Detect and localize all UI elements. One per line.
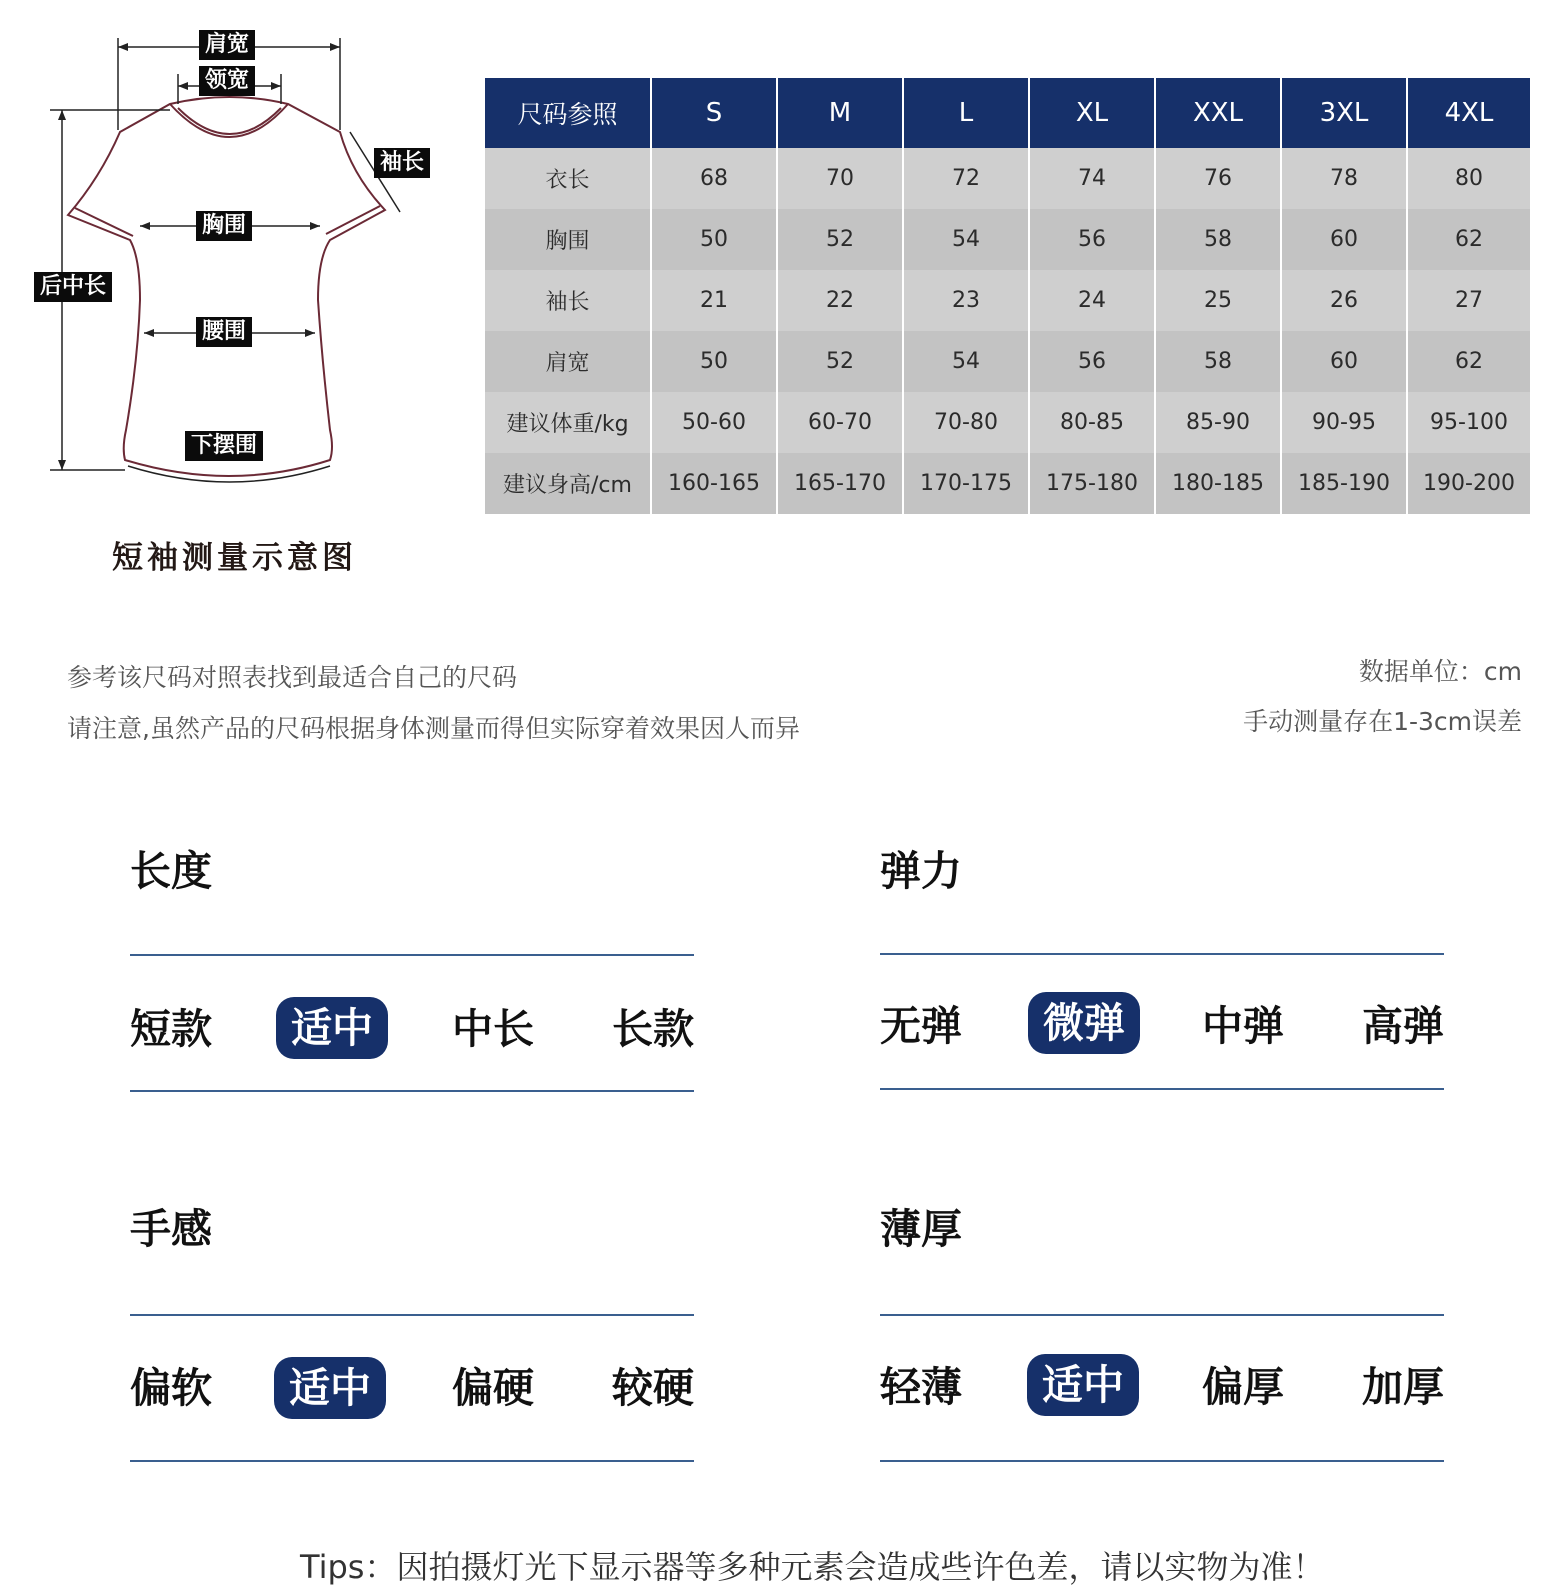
feel-option-firm: 偏硬 bbox=[452, 1364, 534, 1412]
hem-label: 下摆围 bbox=[185, 431, 263, 461]
table-row bbox=[484, 453, 1531, 514]
group-divider-bottom bbox=[880, 1088, 1444, 1090]
table-cell: 52 bbox=[777, 331, 903, 392]
group-divider-top bbox=[130, 1314, 694, 1316]
chest-label: 胸围 bbox=[196, 211, 252, 241]
group-title: 手感 bbox=[130, 1205, 212, 1253]
header-cell-xl: XL bbox=[1029, 78, 1155, 148]
thickness-option-extra-thick: 加厚 bbox=[1362, 1363, 1444, 1411]
table-cell: 26 bbox=[1281, 270, 1407, 331]
table-cell: 54 bbox=[903, 331, 1029, 392]
table-cell: 74 bbox=[1029, 148, 1155, 209]
table-row bbox=[484, 270, 1531, 331]
sleeve-length-label: 袖长 bbox=[374, 148, 430, 178]
note-disclaimer: 请注意,虽然产品的尺码根据身体测量而得但实际穿着效果因人而异 bbox=[67, 714, 800, 743]
group-divider-bottom bbox=[880, 1460, 1444, 1462]
table-cell: 62 bbox=[1407, 331, 1531, 392]
table-cell: 85-90 bbox=[1155, 392, 1281, 453]
table-cell: 72 bbox=[903, 148, 1029, 209]
table-cell: 22 bbox=[777, 270, 903, 331]
length-group bbox=[130, 838, 696, 1098]
table-cell: 76 bbox=[1155, 148, 1281, 209]
table-cell: 27 bbox=[1407, 270, 1531, 331]
thickness-option-thick: 偏厚 bbox=[1202, 1363, 1284, 1411]
tips-text: Tips：因拍摄灯光下显示器等多种元素会造成些许色差，请以实物为准！ bbox=[300, 1548, 1325, 1586]
table-row bbox=[484, 331, 1531, 392]
group-divider-top bbox=[130, 954, 694, 956]
group-divider-top bbox=[880, 1314, 1444, 1316]
header-cell-4xl: 4XL bbox=[1407, 78, 1531, 148]
note-reference: 参考该尺码对照表找到最适合自己的尺码 bbox=[67, 663, 518, 692]
elasticity-group bbox=[880, 838, 1446, 1098]
back-length-label: 后中长 bbox=[34, 272, 112, 302]
header-cell-reference: 尺码参照 bbox=[484, 78, 651, 148]
table-cell: 50 bbox=[651, 209, 777, 270]
table-cell: 180-185 bbox=[1155, 453, 1281, 514]
table-cell: 80-85 bbox=[1029, 392, 1155, 453]
elasticity-option-high: 高弹 bbox=[1362, 1002, 1444, 1050]
elasticity-option-slight: 微弹 bbox=[1028, 992, 1140, 1054]
note-error: 手动测量存在1-3cm误差 bbox=[1243, 707, 1522, 736]
group-divider-bottom bbox=[130, 1460, 694, 1462]
group-title: 长度 bbox=[130, 847, 212, 895]
thickness-option-thin: 轻薄 bbox=[880, 1363, 962, 1411]
table-cell: 68 bbox=[651, 148, 777, 209]
table-cell: 160-165 bbox=[651, 453, 777, 514]
table-cell: 190-200 bbox=[1407, 453, 1531, 514]
table-cell: 165-170 bbox=[777, 453, 903, 514]
group-title: 弹力 bbox=[880, 847, 962, 895]
length-option-medium: 适中 bbox=[276, 997, 388, 1059]
table-cell: 62 bbox=[1407, 209, 1531, 270]
table-cell: 70 bbox=[777, 148, 903, 209]
table-cell: 21 bbox=[651, 270, 777, 331]
thickness-group bbox=[880, 1196, 1446, 1466]
feel-option-soft: 偏软 bbox=[130, 1364, 212, 1412]
table-cell: 56 bbox=[1029, 331, 1155, 392]
size-chart-table bbox=[483, 78, 1532, 514]
table-cell: 50-60 bbox=[651, 392, 777, 453]
group-divider-bottom bbox=[130, 1090, 694, 1092]
table-cell: 80 bbox=[1407, 148, 1531, 209]
group-divider-top bbox=[880, 953, 1444, 955]
table-cell: 90-95 bbox=[1281, 392, 1407, 453]
table-cell: 52 bbox=[777, 209, 903, 270]
row-label: 衣长 bbox=[484, 148, 651, 209]
group-title: 薄厚 bbox=[880, 1205, 962, 1253]
row-label: 建议体重/kg bbox=[484, 392, 651, 453]
table-cell: 23 bbox=[903, 270, 1029, 331]
table-cell: 54 bbox=[903, 209, 1029, 270]
elasticity-option-medium: 中弹 bbox=[1202, 1002, 1284, 1050]
table-cell: 60-70 bbox=[777, 392, 903, 453]
table-cell: 60 bbox=[1281, 331, 1407, 392]
row-label: 胸围 bbox=[484, 209, 651, 270]
neck-width-label: 领宽 bbox=[199, 66, 255, 96]
header-cell-3xl: 3XL bbox=[1281, 78, 1407, 148]
waist-label: 腰围 bbox=[196, 317, 252, 347]
header-cell-l: L bbox=[903, 78, 1029, 148]
elasticity-option-none: 无弹 bbox=[880, 1002, 962, 1050]
table-cell: 25 bbox=[1155, 270, 1281, 331]
row-label: 袖长 bbox=[484, 270, 651, 331]
length-option-mid-long: 中长 bbox=[452, 1005, 534, 1053]
note-unit: 数据单位：cm bbox=[1358, 657, 1522, 686]
table-cell: 50 bbox=[651, 331, 777, 392]
thickness-option-medium: 适中 bbox=[1027, 1354, 1139, 1416]
length-option-long: 长款 bbox=[612, 1005, 694, 1053]
table-cell: 175-180 bbox=[1029, 453, 1155, 514]
table-cell: 95-100 bbox=[1407, 392, 1531, 453]
header-cell-s: S bbox=[651, 78, 777, 148]
row-label: 肩宽 bbox=[484, 331, 651, 392]
table-cell: 58 bbox=[1155, 209, 1281, 270]
table-cell: 78 bbox=[1281, 148, 1407, 209]
table-cell: 58 bbox=[1155, 331, 1281, 392]
table-cell: 24 bbox=[1029, 270, 1155, 331]
header-cell-xxl: XXL bbox=[1155, 78, 1281, 148]
row-label: 建议身高/cm bbox=[484, 453, 651, 514]
shoulder-width-label: 肩宽 bbox=[199, 30, 255, 60]
table-row bbox=[484, 209, 1531, 270]
table-cell: 70-80 bbox=[903, 392, 1029, 453]
table-row bbox=[484, 148, 1531, 209]
feel-group bbox=[130, 1196, 696, 1466]
header-cell-m: M bbox=[777, 78, 903, 148]
feel-option-hard: 较硬 bbox=[612, 1364, 694, 1412]
table-header-row bbox=[484, 78, 1531, 148]
measurement-diagram bbox=[0, 0, 470, 600]
table-row bbox=[484, 392, 1531, 453]
table-cell: 60 bbox=[1281, 209, 1407, 270]
table-cell: 170-175 bbox=[903, 453, 1029, 514]
length-option-short: 短款 bbox=[130, 1005, 212, 1053]
diagram-caption: 短袖测量示意图 bbox=[112, 540, 357, 576]
feel-option-medium: 适中 bbox=[274, 1357, 386, 1419]
table-cell: 56 bbox=[1029, 209, 1155, 270]
table-cell: 185-190 bbox=[1281, 453, 1407, 514]
